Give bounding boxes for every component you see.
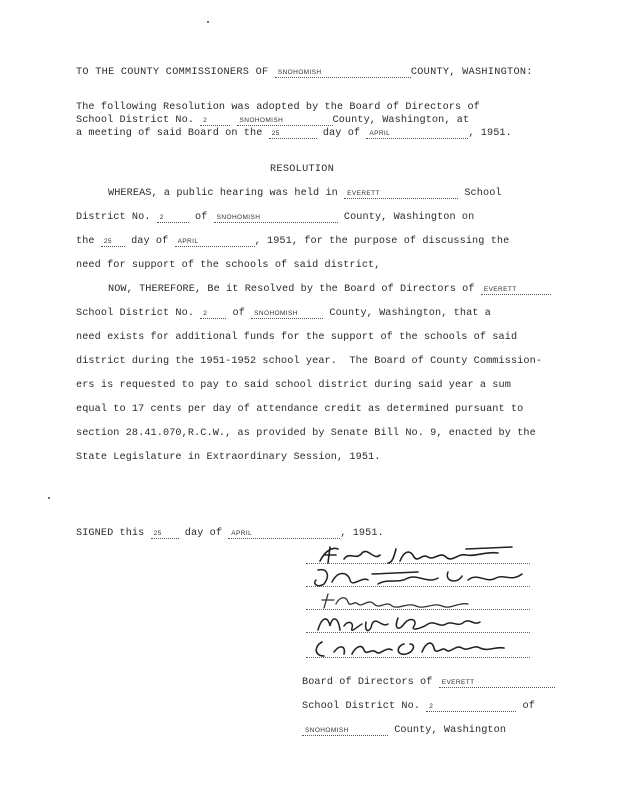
signed-line: [76, 527, 384, 540]
now-district-field: 2: [200, 309, 226, 319]
whereas-line-4: need for support of the schools of said district,: [76, 260, 381, 271]
now-county-field: SNOHOMISH: [251, 309, 323, 319]
heading-suffix: COUNTY, WASHINGTON:: [410, 67, 533, 78]
scan-speck: [48, 497, 50, 499]
whereas-day-field: 25: [101, 237, 125, 247]
whereas-line-2: [76, 211, 474, 224]
intro-district-field: 2: [200, 116, 230, 126]
addressee-heading: [76, 66, 533, 79]
whereas-place-field: EVERETT: [344, 189, 458, 199]
signed-month-field: APRIL: [228, 529, 340, 539]
footer-county-field: SNOHOMISH: [302, 726, 388, 736]
whereas-line-3: [76, 235, 509, 248]
whereas-text: School: [464, 188, 502, 199]
signature-2: [308, 566, 530, 590]
signed-text: day of: [184, 528, 223, 539]
intro-text: School District No.: [76, 115, 195, 126]
whereas-text: the: [76, 236, 95, 247]
intro-line-1: The following Resolution was adopted by the Board of Directors of: [76, 102, 480, 113]
now-line-4: district during the 1951-1952 school year. The Board of County Commission-: [76, 356, 543, 367]
intro-line-3: [76, 127, 512, 140]
now-text: of: [232, 308, 245, 319]
intro-county-field: SNOHOMISH: [237, 116, 333, 126]
whereas-text: of: [195, 212, 208, 223]
signed-text: SIGNED this: [76, 528, 145, 539]
scan-speck: [207, 21, 209, 23]
now-line-7: section 28.41.070,R.C.W., as provided by Senate Bill No. 9, enacted by the: [76, 428, 536, 439]
whereas-text: County, Washington on: [343, 212, 475, 223]
footer-text: School District No.: [302, 701, 421, 712]
footer-district-field: 2: [426, 702, 516, 712]
heading-prefix: TO THE COUNTY COMMISSIONERS OF: [76, 67, 269, 78]
signature-3: [318, 590, 508, 612]
signed-text: , 1951.: [340, 528, 384, 539]
resolution-title: RESOLUTION: [270, 164, 335, 175]
footer-text: County, Washington: [394, 725, 507, 736]
intro-text: , 1951.: [468, 128, 512, 139]
now-line-5: ers is requested to pay to said school district during said year a sum: [76, 380, 511, 391]
now-line-3: need exists for additional funds for the support of the schools of said: [76, 332, 518, 343]
whereas-district-field: 2: [157, 213, 189, 223]
intro-month-field: APRIL: [366, 129, 468, 139]
now-text: NOW, THEREFORE, Be it Resolved by the Board of Directors of: [108, 284, 475, 295]
intro-text: day of: [322, 128, 361, 139]
whereas-text: day of: [131, 236, 169, 247]
now-line-1: [108, 283, 551, 296]
footer-county-line: [302, 724, 506, 737]
signature-4: [314, 612, 514, 636]
now-text: County, Washington, that a: [329, 308, 491, 319]
intro-day-field: 25: [269, 129, 317, 139]
signature-5: [312, 636, 522, 662]
heading-county-field: SNOHOMISH: [275, 68, 411, 78]
intro-text: County, Washington, at: [332, 115, 470, 126]
whereas-text: District No.: [76, 212, 151, 223]
footer-board-line: [302, 676, 555, 689]
now-line-2: [76, 307, 491, 320]
whereas-month-field: APRIL: [175, 237, 255, 247]
intro-text: a meeting of said Board on the: [76, 128, 263, 139]
footer-district-line: [302, 700, 535, 713]
intro-line-2: [76, 114, 469, 127]
whereas-county-field: SNOHOMISH: [214, 213, 338, 223]
signed-day-field: 25: [151, 529, 179, 539]
now-line-6: equal to 17 cents per day of attendance credit as determined pursuant to: [76, 404, 524, 415]
footer-text: Board of Directors of: [302, 677, 433, 688]
footer-text: of: [522, 701, 535, 712]
whereas-text: WHEREAS, a public hearing was held in: [108, 188, 338, 199]
whereas-text: , 1951, for the purpose of discussing the: [254, 236, 510, 247]
now-place-field: EVERETT: [481, 285, 551, 295]
signature-1: [316, 543, 526, 567]
now-text: School District No.: [76, 308, 195, 319]
footer-place-field: EVERETT: [439, 678, 555, 688]
whereas-line-1: [108, 187, 502, 200]
now-line-8: State Legislature in Extraordinary Session, 1951.: [76, 452, 381, 463]
